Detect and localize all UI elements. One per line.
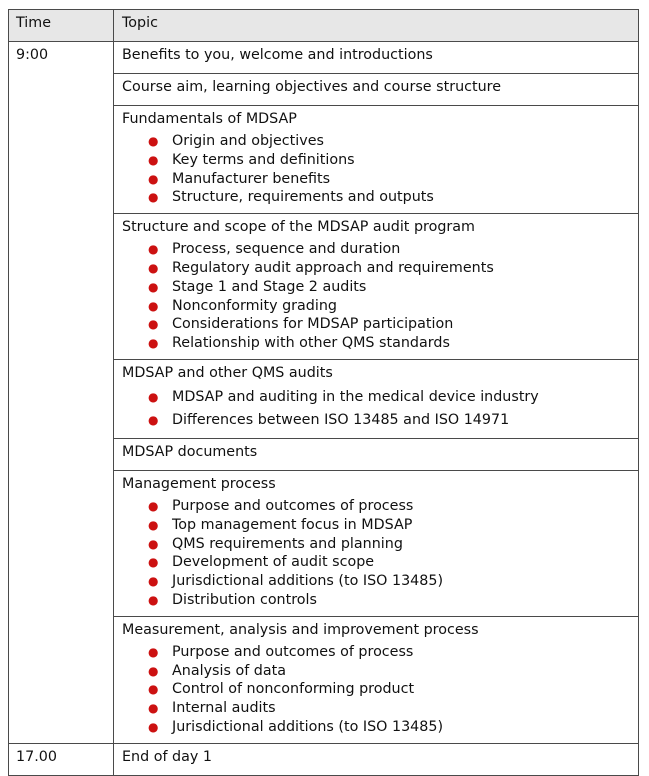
- list-item-text: Relationship with other QMS standards: [172, 335, 450, 352]
- list-item-text: Control of nonconforming product: [172, 681, 415, 698]
- topic-title: MDSAP documents: [114, 438, 639, 470]
- bullet-dot-icon: ●: [148, 389, 159, 404]
- bullet-dot-icon: ●: [148, 498, 159, 513]
- list-item: [114, 643, 638, 662]
- bullet-list: [114, 643, 638, 737]
- list-item: [114, 535, 638, 554]
- header-row: [9, 10, 639, 42]
- list-item: [114, 188, 638, 207]
- bullet-list: [114, 132, 638, 207]
- list-item: [114, 572, 638, 591]
- topic-title: Fundamentals of MDSAP: [122, 111, 297, 127]
- time-header: Time: [9, 10, 114, 42]
- topic-cell: [114, 359, 639, 438]
- bullet-list: [114, 497, 638, 610]
- list-item-text: Regulatory audit approach and requirements: [172, 259, 494, 276]
- topic-title: End of day 1: [114, 743, 639, 775]
- list-item-text: QMS requirements and planning: [172, 535, 403, 552]
- list-item: [114, 315, 638, 334]
- list-item-text: Purpose and outcomes of process: [172, 497, 414, 514]
- bullet-dot-icon: ●: [148, 134, 159, 148]
- list-item-text: Jurisdictional additions (to ISO 13485): [172, 718, 444, 735]
- list-item: [114, 516, 638, 535]
- list-item-text: Key terms and definitions: [172, 151, 355, 168]
- list-item-text: Stage 1 and Stage 2 audits: [172, 278, 367, 295]
- topic-cell: [114, 616, 639, 743]
- topic-title: Measurement, analysis and improvement process: [122, 621, 479, 638]
- topic-title: Management process: [122, 475, 276, 492]
- list-item-text: Top management focus in MDSAP: [172, 516, 413, 533]
- table-row: [9, 42, 639, 74]
- bullet-list: [114, 386, 638, 432]
- end-time-cell: 17.00: [9, 743, 114, 775]
- bullet-dot-icon: ●: [148, 190, 159, 205]
- topic-header: Topic: [114, 10, 639, 42]
- list-item: [114, 170, 638, 189]
- bullet-dot-icon: ●: [148, 336, 159, 351]
- list-item-text: MDSAP and auditing in the medical device industry: [172, 388, 539, 405]
- list-item: [114, 240, 638, 259]
- list-item: [114, 297, 638, 316]
- list-item: [114, 334, 638, 353]
- list-item-text: Nonconformity grading: [172, 297, 337, 314]
- list-item-text: Origin and objectives: [172, 133, 324, 149]
- agenda-table: [8, 9, 639, 776]
- list-item: [114, 680, 638, 699]
- bullet-dot-icon: ●: [148, 719, 159, 734]
- bullet-dot-icon: ●: [148, 152, 159, 167]
- bullet-dot-icon: ●: [148, 317, 159, 332]
- list-item-text: Process, sequence and duration: [172, 241, 401, 258]
- list-item: [114, 278, 638, 297]
- bullet-dot-icon: ●: [148, 298, 159, 313]
- list-item-text: Jurisdictional additions (to ISO 13485): [172, 573, 444, 590]
- bullet-dot-icon: ●: [148, 412, 159, 427]
- list-item-text: Structure, requirements and outputs: [172, 189, 434, 206]
- list-item-text: Manufacturer benefits: [172, 170, 331, 187]
- list-item: [114, 151, 638, 170]
- bullet-dot-icon: ●: [148, 260, 159, 275]
- list-item-text: Internal audits: [172, 700, 276, 717]
- list-item-text: Analysis of data: [172, 662, 286, 679]
- list-item: [114, 497, 638, 516]
- list-item-text: Considerations for MDSAP participation: [172, 316, 454, 333]
- topic-cell: [114, 106, 639, 214]
- list-item: [114, 409, 638, 432]
- start-time-cell: 9:00: [9, 42, 114, 744]
- bullet-dot-icon: ●: [148, 279, 159, 294]
- topic-title: Course aim, learning objectives and course structure: [114, 74, 639, 106]
- list-item: [114, 132, 638, 151]
- list-item: [114, 259, 638, 278]
- list-item: [114, 662, 638, 681]
- bullet-dot-icon: ●: [148, 663, 159, 678]
- list-item: [114, 553, 638, 572]
- bullet-dot-icon: ●: [148, 644, 159, 659]
- bullet-dot-icon: ●: [148, 555, 159, 570]
- bullet-list: [114, 240, 638, 353]
- list-item-text: Development of audit scope: [172, 554, 375, 571]
- bullet-dot-icon: ●: [148, 517, 159, 532]
- bullet-dot-icon: ●: [148, 171, 159, 186]
- bullet-dot-icon: ●: [148, 574, 159, 589]
- list-item: [114, 591, 638, 610]
- list-item: [114, 699, 638, 718]
- list-item-text: Purpose and outcomes of process: [172, 643, 414, 660]
- list-item-text: Distribution controls: [172, 591, 317, 608]
- bullet-dot-icon: ●: [148, 536, 159, 551]
- bullet-dot-icon: ●: [148, 701, 159, 716]
- topic-cell: [114, 470, 639, 616]
- topic-title: Benefits to you, welcome and introductions: [114, 42, 639, 74]
- list-item: [114, 386, 638, 409]
- topic-cell: [114, 214, 639, 360]
- bullet-dot-icon: ●: [148, 682, 159, 697]
- list-item-text: Differences between ISO 13485 and ISO 14971: [172, 411, 510, 428]
- list-item: [114, 718, 638, 737]
- bullet-dot-icon: ●: [148, 592, 159, 607]
- bullet-dot-icon: ●: [148, 242, 159, 257]
- topic-title: MDSAP and other QMS audits: [122, 364, 333, 381]
- table-row: [9, 743, 639, 775]
- topic-title: Structure and scope of the MDSAP audit program: [122, 219, 475, 236]
